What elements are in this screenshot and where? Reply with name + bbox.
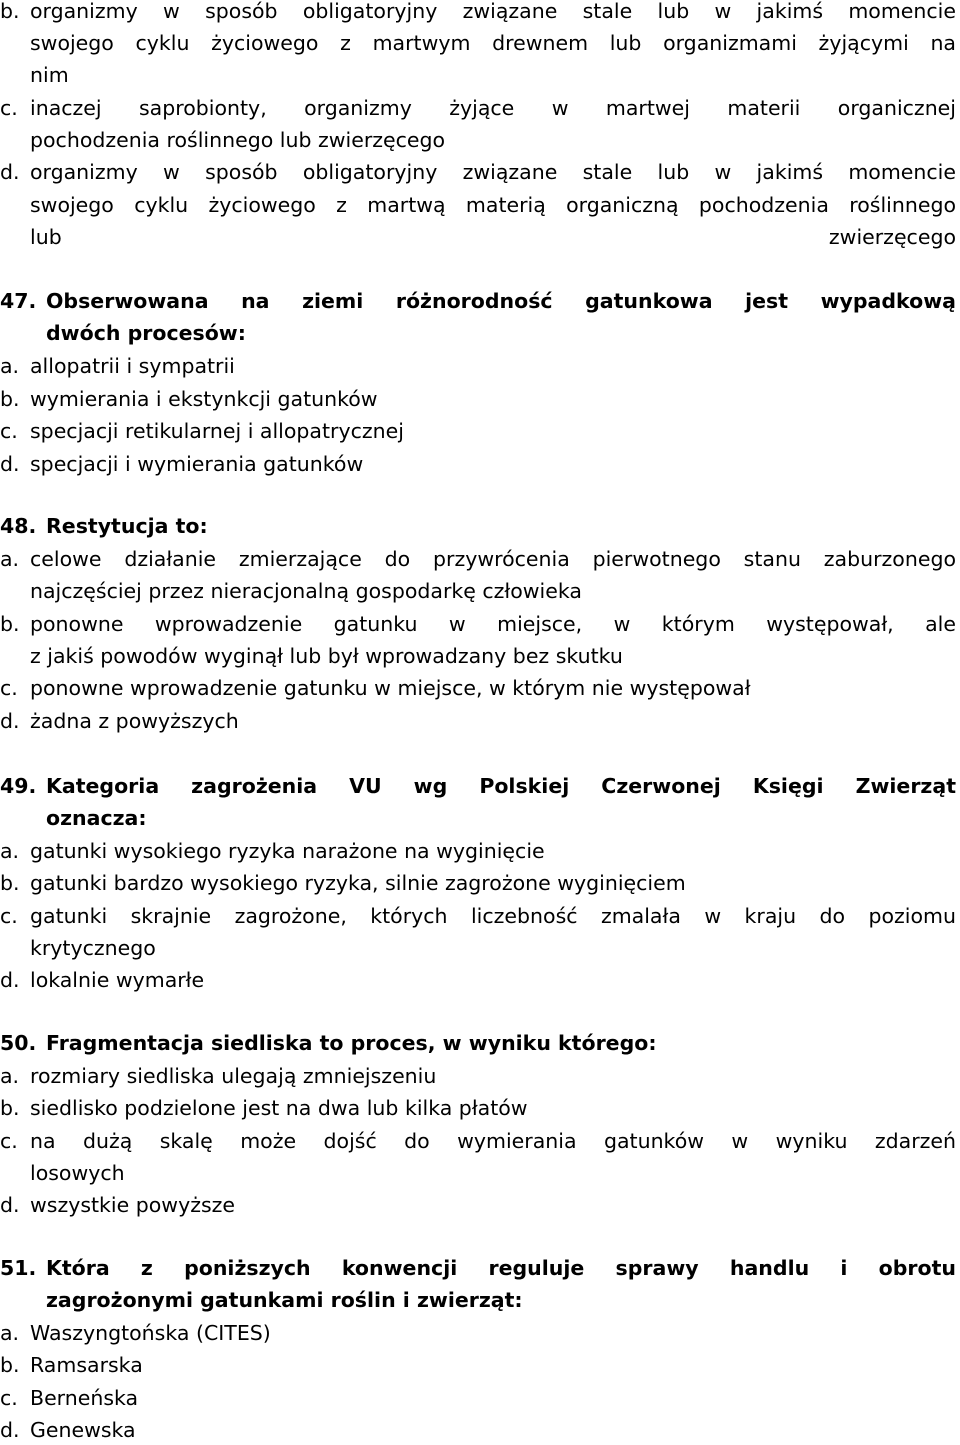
option-letter: c.: [0, 1129, 18, 1153]
option-text: lokalnie wymarłe: [30, 968, 205, 992]
option-d: [0, 706, 956, 736]
option-text-continued: najczęściej przez nieracjonalną gospodarkę człowieka: [30, 579, 582, 603]
question-47: [0, 286, 956, 316]
option-letter: c.: [0, 419, 18, 443]
option-a: [0, 1061, 956, 1091]
option-c: [0, 901, 956, 931]
option-d: [0, 1190, 956, 1220]
option-text: allopatrii i sympatrii: [30, 354, 235, 378]
question-48: [0, 511, 956, 541]
option-text-continued: pochodzenia roślinnego lub zwierzęcego: [30, 128, 446, 152]
option-d: [0, 449, 956, 479]
option-word: lub: [30, 225, 62, 249]
option-text-continued: swojego cyklu życiowego z martwym drewnem lub organizmami żyjącymi na: [30, 31, 956, 55]
option-text-continued: [30, 222, 956, 252]
option-d: [0, 1415, 956, 1445]
option-text-continued: nim: [30, 63, 69, 87]
option-c: [0, 673, 956, 703]
option-text: na dużą skalę może dojść do wymierania gatunków w wyniku zdarzeń: [30, 1129, 956, 1153]
option-word: zwierzęcego: [828, 225, 956, 249]
option-text: siedlisko podzielone jest na dwa lub kilka płatów: [30, 1096, 528, 1120]
option-text: wymierania i ekstynkcji gatunków: [30, 387, 378, 411]
option-text: żadna z powyższych: [30, 709, 239, 733]
question-text-continued: dwóch procesów:: [46, 321, 246, 345]
option-text: wszystkie powyższe: [30, 1193, 236, 1217]
option-d: [0, 965, 956, 995]
option-letter: c.: [0, 1386, 18, 1410]
option-letter: b.: [0, 612, 20, 636]
option-b: [0, 868, 956, 898]
option-b: [0, 1350, 956, 1380]
option-letter: a.: [0, 1064, 20, 1088]
option-text-continued: krytycznego: [30, 936, 156, 960]
question-51: [0, 1253, 956, 1283]
option-a: [0, 1318, 956, 1348]
option-b: [0, 609, 956, 639]
question-49: [0, 771, 956, 801]
option-letter: a.: [0, 354, 20, 378]
option-letter: b.: [0, 871, 20, 895]
option-text: rozmiary siedliska ulegają zmniejszeniu: [30, 1064, 437, 1088]
option-letter: a.: [0, 547, 20, 571]
option-text: inaczej saprobionty, organizmy żyjące w martwej materii organicznej: [30, 96, 956, 120]
option-letter: d.: [0, 1418, 20, 1442]
option-text: gatunki skrajnie zagrożone, których liczebność zmalała w kraju do poziomu: [30, 904, 956, 928]
option-c: [0, 1126, 956, 1156]
question-50: [0, 1028, 956, 1058]
question-number: 49.: [0, 774, 37, 798]
option-text: specjacji i wymierania gatunków: [30, 452, 364, 476]
option-text: Berneńska: [30, 1386, 139, 1410]
option-letter: d.: [0, 968, 20, 992]
option-letter: d.: [0, 160, 20, 184]
option-b: [0, 1093, 956, 1123]
option-text: Ramsarska: [30, 1353, 143, 1377]
option-a: [0, 351, 956, 381]
option-text: gatunki wysokiego ryzyka narażone na wyginięcie: [30, 839, 545, 863]
option-text: organizmy w sposób obligatoryjny związane stale lub w jakimś momencie: [30, 160, 956, 184]
option-c: [0, 416, 956, 446]
option-text: celowe działanie zmierzające do przywrócenia pierwotnego stanu zaburzonego: [30, 547, 956, 571]
question-text: Fragmentacja siedliska to proces, w wyniku którego:: [46, 1031, 657, 1055]
question-number: 50.: [0, 1031, 37, 1055]
option-d: [0, 157, 956, 187]
option-text-continued: losowych: [30, 1161, 125, 1185]
question-text: Obserwowana na ziemi różnorodność gatunkowa jest wypadkową: [46, 289, 956, 313]
option-letter: b.: [0, 1096, 20, 1120]
question-text-continued: zagrożonymi gatunkami roślin i zwierząt:: [46, 1288, 523, 1312]
option-c: [0, 93, 956, 123]
option-letter: b.: [0, 1353, 20, 1377]
option-letter: d.: [0, 709, 20, 733]
option-text-continued: swojego cyklu życiowego z martwą materią organiczną pochodzenia roślinnego: [30, 193, 956, 217]
option-b: [0, 384, 956, 414]
option-letter: c.: [0, 676, 18, 700]
option-a: [0, 836, 956, 866]
option-letter: d.: [0, 1193, 20, 1217]
option-b: [0, 0, 956, 26]
option-letter: c.: [0, 96, 18, 120]
question-number: 51.: [0, 1256, 37, 1280]
option-letter: c.: [0, 904, 18, 928]
option-text: gatunki bardzo wysokiego ryzyka, silnie zagrożone wyginięciem: [30, 871, 686, 895]
option-a: [0, 544, 956, 574]
option-text: organizmy w sposób obligatoryjny związane stale lub w jakimś momencie: [30, 0, 956, 23]
question-text-continued: oznacza:: [46, 806, 147, 830]
question-text: Kategoria zagrożenia VU wg Polskiej Czerwonej Księgi Zwierząt: [46, 774, 956, 798]
option-letter: a.: [0, 839, 20, 863]
question-number: 48.: [0, 514, 37, 538]
option-c: [0, 1383, 956, 1413]
option-text: ponowne wprowadzenie gatunku w miejsce, w którym nie występował: [30, 676, 751, 700]
option-text: Genewska: [30, 1418, 136, 1442]
option-letter: b.: [0, 387, 20, 411]
question-text: Która z poniższych konwencji reguluje sprawy handlu i obrotu: [46, 1256, 956, 1280]
question-text: Restytucja to:: [46, 514, 208, 538]
option-letter: d.: [0, 452, 20, 476]
option-letter: a.: [0, 1321, 20, 1345]
option-text: ponowne wprowadzenie gatunku w miejsce, w którym występował, ale: [30, 612, 956, 636]
option-text: specjacji retikularnej i allopatrycznej: [30, 419, 404, 443]
option-text-continued: z jakiś powodów wyginął lub był wprowadzany bez skutku: [30, 644, 623, 668]
question-number: 47.: [0, 289, 37, 313]
option-text: Waszyngtońska (CITES): [30, 1321, 271, 1345]
option-letter: b.: [0, 0, 20, 23]
